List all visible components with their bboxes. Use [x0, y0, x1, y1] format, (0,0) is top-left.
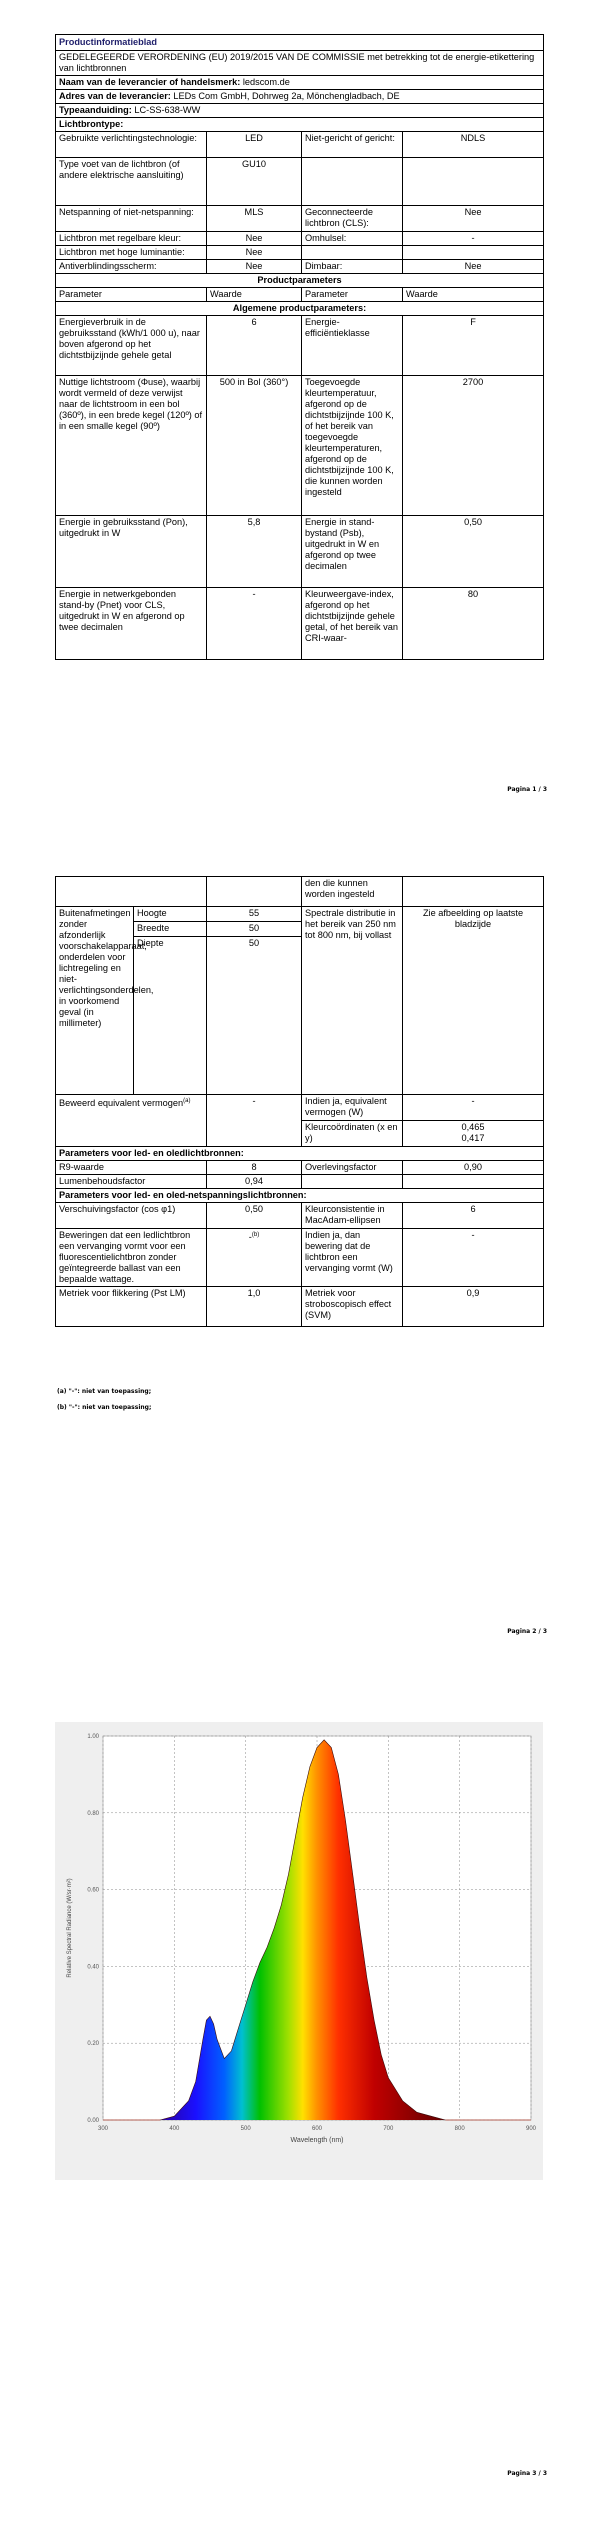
address-row [56, 90, 544, 104]
footnote-b: (b) "-": niet van toepassing; [57, 1404, 152, 1411]
claim-value-cell [207, 1229, 302, 1287]
chroma-label: Kleurcoördinaten (x en y) [302, 1121, 403, 1147]
type-label: Lichtbron met hoge luminantie: [56, 246, 207, 260]
type-value: Nee [207, 260, 302, 274]
dim-value: 50 [207, 922, 302, 937]
param-label: Nuttige lichtstroom (Φuse), waarbij wordt vermeld of deze verwijst naar de lichtstroom in een bol (360º), in een brede kegel (120º) of in een smalle kegel (90º) [56, 376, 207, 516]
type-value: Nee [403, 260, 544, 274]
y-tick-label: 0.00 [87, 2118, 99, 2124]
param-value: - [207, 588, 302, 660]
type-value: Nee [403, 206, 544, 232]
flicker-value: 1,0 [207, 1287, 302, 1327]
x-tick-label: 500 [240, 2126, 251, 2132]
param-value: 80 [403, 588, 544, 660]
address-label: Adres van de leverancier: [59, 91, 171, 101]
x-tick-label: 400 [169, 2126, 180, 2132]
type-label: Type voet van de lichtbron (of andere elektrische aansluiting) [56, 158, 207, 206]
type-label [302, 158, 403, 206]
general-params-heading: Algemene productparameters: [56, 302, 544, 316]
dim-label: Breedte [134, 922, 207, 937]
empty-cell [403, 877, 544, 907]
empty-cell [56, 877, 207, 907]
type-label: Geconnecteerde lichtbron (CLS): [302, 206, 403, 232]
page-number: Pagina 2 / 3 [507, 1628, 547, 1635]
dims-label: Buitenafmetingen zonder afzonderlijk voorschakelapparaat, onderdelen voor lichtregeling en niet-verlichtingsonderdelen, in voorkomend geval (in millimeter) [56, 907, 134, 1095]
supplier-value: ledscom.de [242, 77, 290, 87]
type-value [403, 158, 544, 206]
supplier-row [56, 76, 544, 90]
x-tick-label: 900 [525, 2126, 537, 2132]
survival-value: 0,90 [403, 1161, 544, 1175]
page-1 [0, 0, 595, 842]
type-label: Antiverblindingsscherm: [56, 260, 207, 274]
col-header-value: Waarde [207, 288, 302, 302]
empty-cell [207, 877, 302, 907]
param-label: Energie in gebruiksstand (Pon), uitgedrukt in W [56, 516, 207, 588]
model-row [56, 104, 544, 118]
macadam-value: 6 [403, 1203, 544, 1229]
param-value: 2700 [403, 376, 544, 516]
r9-value: 8 [207, 1161, 302, 1175]
type-value: - [403, 232, 544, 246]
footnote-ref: (a) [183, 1098, 191, 1104]
spectral-chart-svg [55, 1722, 543, 2180]
y-axis-label: Relative Spectral Radiance (W/sr·m²) [67, 1878, 73, 1978]
supplier-label: Naam van de leverancier of handelsmerk: [59, 77, 241, 87]
lumen-label: Lumenbehoudsfactor [56, 1175, 207, 1189]
footnote-ref: (b) [251, 1232, 260, 1238]
cos-value: 0,50 [207, 1203, 302, 1229]
r9-label: R9-waarde [56, 1161, 207, 1175]
claim-value: - [248, 1232, 252, 1243]
param-value: 6 [207, 316, 302, 376]
param-label: Energie-efficiëntieklasse [302, 316, 403, 376]
param-label: Energie in stand-bystand (Psb), uitgedrukt in W en afgerond op twee decimalen [302, 516, 403, 588]
x-tick-label: 700 [383, 2126, 394, 2132]
param-label: Kleurweergave-index, afgerond op het dichtstbijzijnde gehele getal, of het bereik van CRI-waar- [302, 588, 403, 660]
type-value [403, 246, 544, 260]
col-header-value: Waarde [403, 288, 544, 302]
product-info-table [55, 34, 544, 660]
page-title: Productinformatieblad [56, 35, 544, 51]
flicker-label: Metriek voor flikkering (Pst LM) [56, 1287, 207, 1327]
equiv-label-cell [56, 1095, 207, 1147]
type-value: LED [207, 132, 302, 158]
param-label: Toegevoegde kleurtemperatuur, afgerond op de dichtstbijzijnde 100 K, of het bereik van toegevoegde kleurtemperaturen, afgerond op de dichtstbijzijnde 100 K, die kunnen worden ingesteld [302, 376, 403, 516]
x-tick-label: 800 [454, 2126, 465, 2132]
param-value: 0,50 [403, 516, 544, 588]
mains-params-heading: Parameters voor led- en oled-netspanningslichtbronnen: [56, 1189, 544, 1203]
footnote-a: (a) "-": niet van toepassing; [57, 1388, 152, 1395]
y-tick-label: 1.00 [87, 1734, 99, 1740]
type-value: NDLS [403, 132, 544, 158]
x-tick-label: 600 [311, 2126, 323, 2132]
chroma-y: 0,417 [461, 1133, 485, 1143]
type-value: Nee [207, 232, 302, 246]
claim-yes-label: Indien ja, dan bewering dat de lichtbron een vervanging vormt (W) [302, 1229, 403, 1287]
type-value: GU10 [207, 158, 302, 206]
type-label: Netspanning of niet-netspanning: [56, 206, 207, 232]
macadam-label: Kleurconsistentie in MacAdam-ellipsen [302, 1203, 403, 1229]
col-header-param: Parameter [56, 288, 207, 302]
model-label: Typeaanduiding: [59, 105, 132, 115]
strobo-value: 0,9 [403, 1287, 544, 1327]
type-label: Omhulsel: [302, 232, 403, 246]
type-value: MLS [207, 206, 302, 232]
equiv-label: Beweerd equivalent vermogen [59, 1098, 184, 1109]
type-label [302, 246, 403, 260]
type-label: Dimbaar: [302, 260, 403, 274]
x-tick-label: 300 [97, 2126, 109, 2132]
dim-label: Diepte [134, 937, 207, 1095]
page-2 [0, 842, 595, 1684]
col-header-param: Parameter [302, 288, 403, 302]
chroma-values [403, 1121, 544, 1147]
regulation-subtitle: GEDELEGEERDE VERORDENING (EU) 2019/2015 VAN DE COMMISSIE met betrekking tot de energie-etikettering van lichtbronnen [56, 51, 544, 76]
equiv-w-value: - [403, 1095, 544, 1121]
strobo-label: Metriek voor stroboscopisch effect (SVM) [302, 1287, 403, 1327]
param-value: F [403, 316, 544, 376]
claim-label: Beweringen dat een ledlichtbron een vervanging vormt voor een fluorescentielichtbron zonder geïntegreerde ballast van een bepaalde wattage. [56, 1229, 207, 1287]
type-label: Lichtbron met regelbare kleur: [56, 232, 207, 246]
page-number: Pagina 1 / 3 [507, 786, 547, 793]
lightsource-type-label: Lichtbrontype: [56, 118, 544, 132]
model-value: LC-SS-638-WW [134, 105, 201, 115]
param-label: Energie in netwerkgebonden stand-by (Pnet) voor CLS, uitgedrukt in W en afgerond op twee decimalen [56, 588, 207, 660]
dim-value: 55 [207, 907, 302, 922]
dim-label: Hoogte [134, 907, 207, 922]
dim-value: 50 [207, 937, 302, 1095]
spectral-chart [55, 1722, 543, 2180]
y-tick-label: 0.40 [87, 1964, 99, 1971]
equiv-w-label: Indien ja, equivalent vermogen (W) [302, 1095, 403, 1121]
survival-label: Overlevingsfactor [302, 1161, 403, 1175]
cri-continued-text: den die kunnen worden ingesteld [302, 877, 403, 907]
cos-label: Verschuivingsfactor (cos φ1) [56, 1203, 207, 1229]
param-value: 5,8 [207, 516, 302, 588]
address-value: LEDs Com GmbH, Dohrweg 2a, Mönchengladbach, DE [173, 91, 400, 101]
product-info-table-continued [55, 876, 544, 1327]
lumen-value: 0,94 [207, 1175, 302, 1189]
equiv-value: - [207, 1095, 302, 1147]
type-label: Niet-gericht of gericht: [302, 132, 403, 158]
param-label: Energieverbruik in de gebruiksstand (kWh/1 000 u), naar boven afgerond op het dichtstbijzijnde gehele getal [56, 316, 207, 376]
claim-yes-value: - [403, 1229, 544, 1287]
y-tick-label: 0.60 [87, 1887, 99, 1894]
y-tick-label: 0.20 [87, 2041, 99, 2048]
page-number: Pagina 3 / 3 [507, 2470, 547, 2477]
led-params-heading: Parameters voor led- en oledlichtbronnen: [56, 1147, 544, 1161]
param-value: 500 in Bol (360°) [207, 376, 302, 516]
x-axis-label: Wavelength (nm) [290, 2137, 344, 2144]
chroma-x: 0,465 [461, 1122, 485, 1132]
spectral-value: Zie afbeelding op laatste bladzijde [403, 907, 544, 1095]
type-label: Gebruikte verlichtingstechnologie: [56, 132, 207, 158]
y-tick-label: 0.80 [87, 1810, 99, 1817]
type-value: Nee [207, 246, 302, 260]
spectral-label: Spectrale distributie in het bereik van 250 nm tot 800 nm, bij vollast [302, 907, 403, 1095]
product-params-heading: Productparameters [56, 274, 544, 288]
empty-cell [403, 1175, 544, 1189]
empty-cell [302, 1175, 403, 1189]
